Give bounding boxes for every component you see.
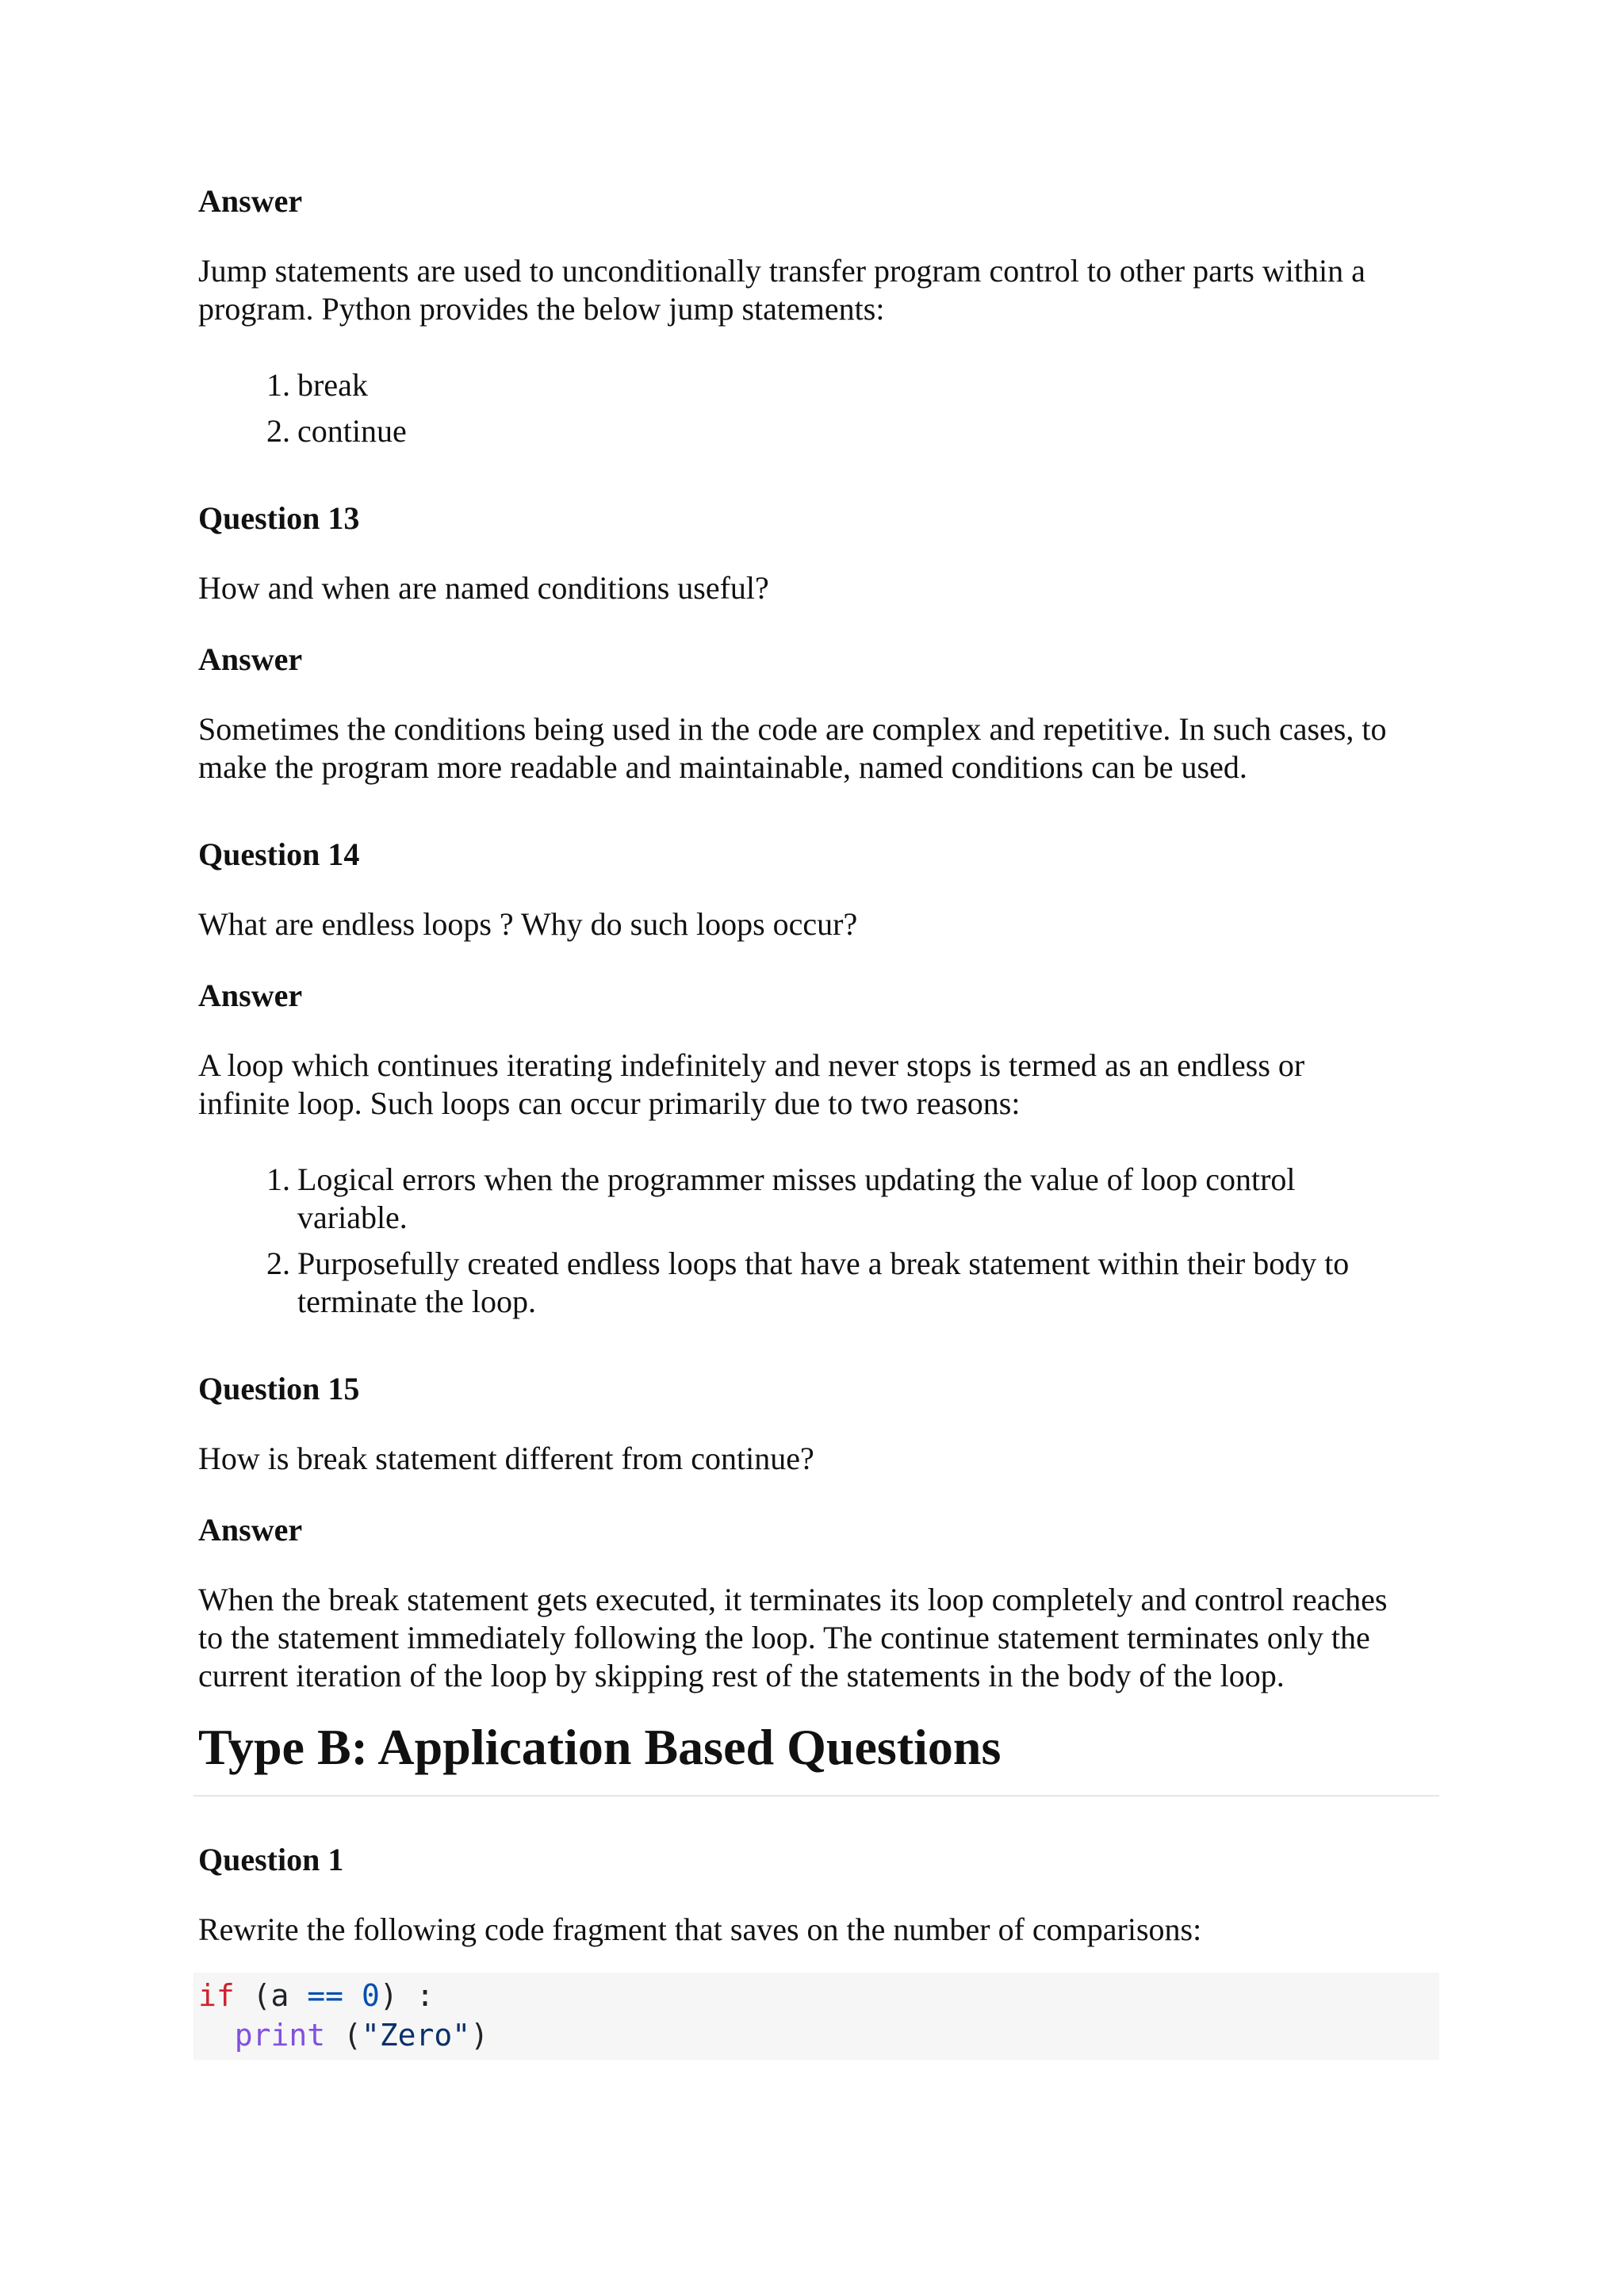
- code-text: [343, 1978, 362, 2013]
- list-item: [198, 1245, 1443, 1321]
- document-page: [198, 182, 1443, 2060]
- code-number: 0: [361, 1978, 380, 2013]
- list-item-line: terminate the loop.: [297, 1284, 537, 1319]
- code-indent: [198, 2018, 235, 2053]
- list-item-line: Logical errors when the programmer misses updating the value of loop control: [297, 1161, 1296, 1197]
- answer-line: Sometimes the conditions being used in the code are complex and repetitive. In such cases, to: [198, 711, 1387, 747]
- code-function: print: [234, 2018, 326, 2053]
- endless-loop-reasons-list: [198, 1161, 1443, 1321]
- code-string: "Zero": [361, 2018, 471, 2053]
- question-text: Rewrite the following code fragment that saves on the number of comparisons:: [198, 1911, 1202, 1947]
- question-text: How and when are named conditions useful?: [198, 570, 769, 606]
- question-text: How is break statement different from continue?: [198, 1441, 814, 1476]
- answer-label: Answer: [198, 641, 303, 677]
- list-item: [198, 366, 1443, 404]
- answer-line: current iteration of the loop by skipping rest of the statements in the body of the loop.: [198, 1658, 1285, 1693]
- question-heading: Question 15: [198, 1371, 360, 1406]
- question-heading: Question 13: [198, 500, 360, 536]
- code-text: ): [470, 2018, 489, 2053]
- question-heading: Question 14: [198, 836, 360, 872]
- answer-text: [198, 1047, 1443, 1123]
- code-text: (: [325, 2018, 362, 2053]
- answer-line: make the program more readable and maintainable, named conditions can be used.: [198, 749, 1247, 785]
- answer-line: When the break statement gets executed, it terminates its loop completely and control reaches: [198, 1582, 1388, 1617]
- question-text: What are endless loops ? Why do such loops occur?: [198, 906, 858, 942]
- list-item-text: continue: [297, 413, 407, 449]
- answer-line: program. Python provides the below jump statements:: [198, 291, 885, 327]
- list-item-line: Purposefully created endless loops that have a break statement within their body to: [297, 1246, 1350, 1281]
- list-number: 1.: [266, 1161, 290, 1197]
- jump-statements-list: [198, 366, 1443, 450]
- answer-line: A loop which continues iterating indefinitely and never stops is termed as an endless or: [198, 1047, 1305, 1083]
- list-number: 1.: [266, 367, 290, 403]
- answer-label: Answer: [198, 1512, 303, 1548]
- list-number: 2.: [266, 1246, 290, 1281]
- list-item: [198, 412, 1443, 450]
- section-heading: Type B: Application Based Questions: [193, 1717, 1439, 1797]
- code-operator: ==: [307, 1978, 344, 2013]
- answer-label: Answer: [198, 978, 303, 1013]
- answer-label: Answer: [198, 183, 303, 219]
- list-number: 2.: [266, 413, 290, 449]
- answer-text: [198, 252, 1443, 328]
- question-heading: Question 1: [198, 1842, 344, 1877]
- list-item-line: variable.: [297, 1200, 408, 1235]
- answer-text: [198, 1581, 1443, 1695]
- answer-line: infinite loop. Such loops can occur primarily due to two reasons:: [198, 1085, 1021, 1121]
- answer-line: Jump statements are used to unconditionally transfer program control to other parts within a: [198, 253, 1365, 289]
- code-text: ) :: [379, 1978, 435, 2013]
- code-text: (a: [234, 1978, 308, 2013]
- answer-text: [198, 710, 1443, 786]
- list-item-text: break: [297, 367, 368, 403]
- code-block: [193, 1973, 1439, 2060]
- code-keyword: if: [198, 1978, 235, 2013]
- answer-line: to the statement immediately following the loop. The continue statement terminates only the: [198, 1620, 1370, 1655]
- list-item: [198, 1161, 1443, 1237]
